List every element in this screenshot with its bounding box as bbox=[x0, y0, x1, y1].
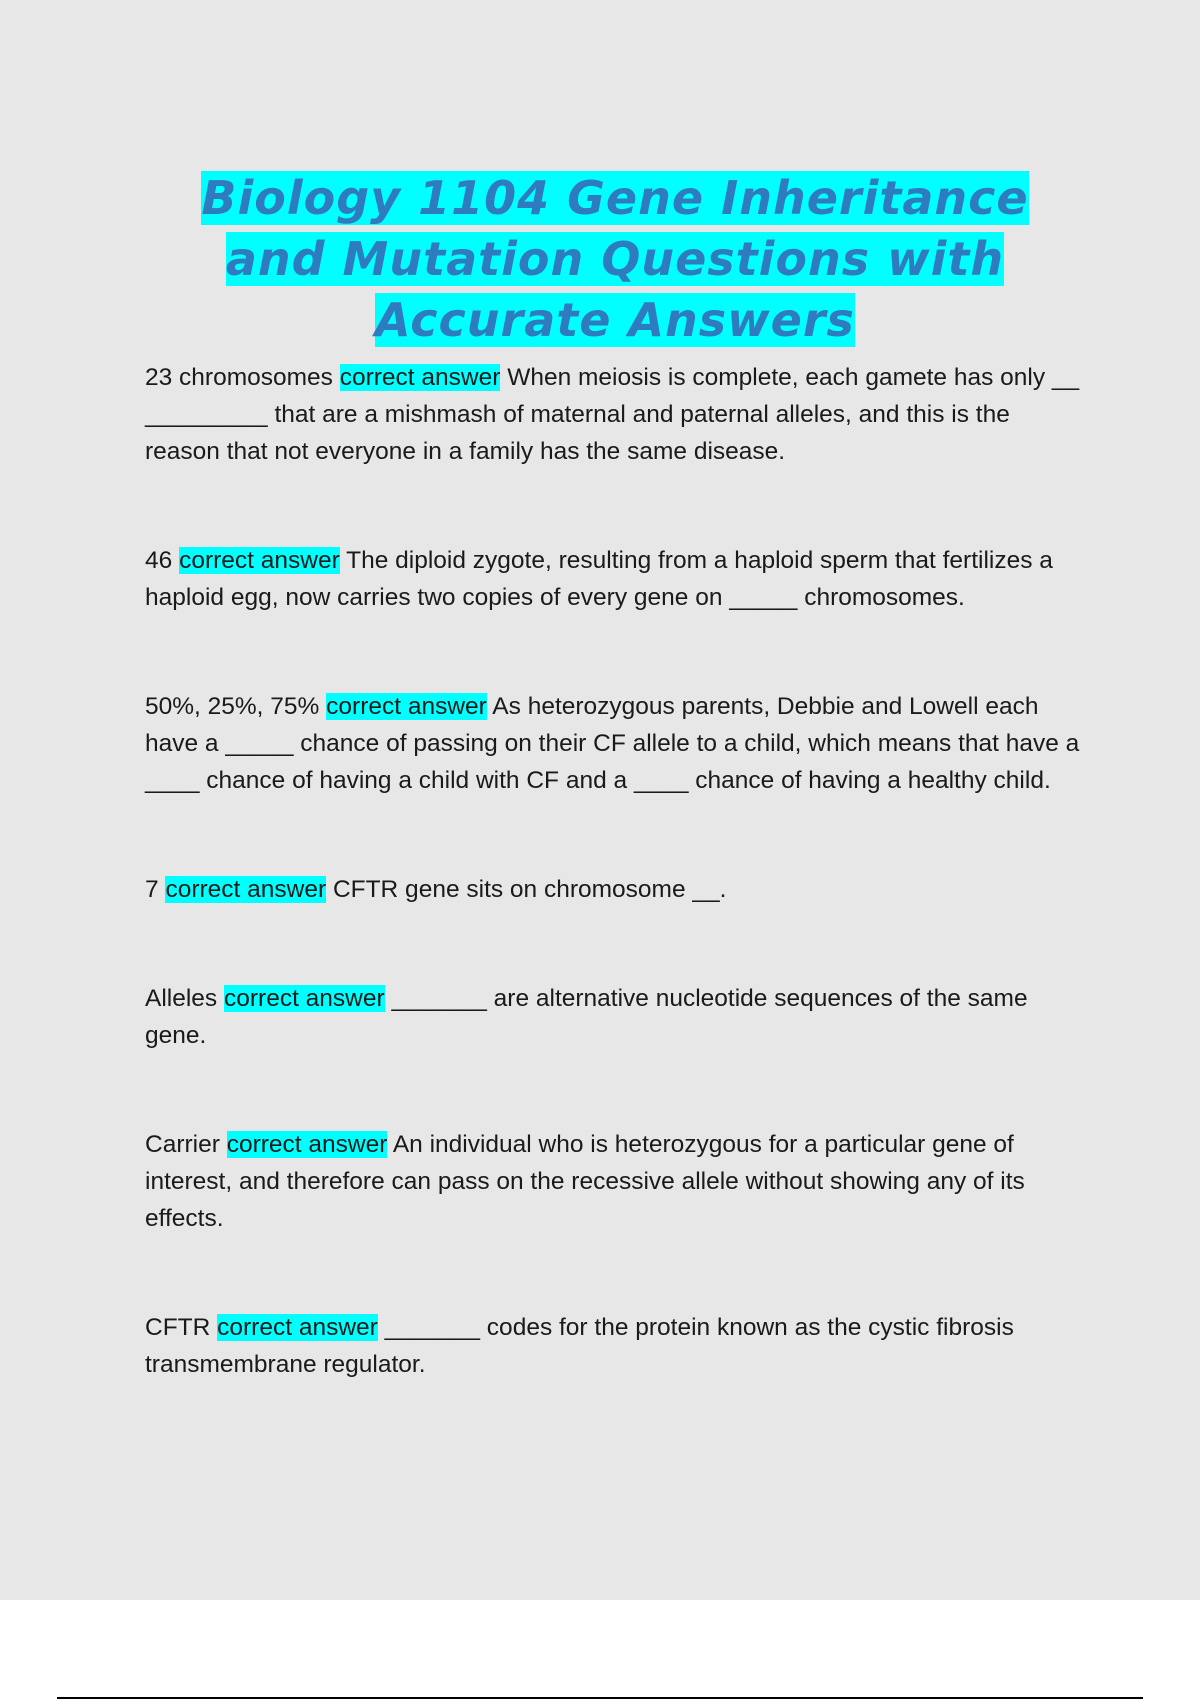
answer-marker: correct answer bbox=[326, 693, 487, 720]
qa-item-7 bbox=[145, 1309, 1085, 1383]
question-text: As heterozygous parents, Debbie and Lowell each have a _____ chance of passing on their CF allele to a child, which means that have a ____ chance of having a child with CF and a ____ chance of having a healthy child. bbox=[145, 693, 1080, 794]
qa-item-6 bbox=[145, 1126, 1085, 1237]
answer-text: 50%, 25%, 75% bbox=[145, 693, 320, 720]
question-text: An individual who is heterozygous for a particular gene of interest, and therefore can pass on the recessive allele without showing any of its effects. bbox=[145, 1131, 1025, 1232]
answer-marker: correct answer bbox=[226, 1131, 388, 1158]
answer-marker: correct answer bbox=[339, 364, 501, 391]
answer-text: 7 bbox=[145, 876, 159, 903]
question-text: _______ codes for the protein known as the cystic fibrosis transmembrane regulator. bbox=[145, 1314, 1014, 1378]
qa-item-1 bbox=[145, 359, 1085, 470]
qa-item-5 bbox=[145, 980, 1085, 1054]
title-line-3: Accurate Answers bbox=[375, 293, 855, 347]
qa-item-4 bbox=[145, 871, 1085, 908]
question-text: _______ are alternative nucleotide sequences of the same gene. bbox=[145, 985, 1028, 1049]
qa-item-3 bbox=[145, 688, 1085, 799]
answer-text: Carrier bbox=[145, 1131, 220, 1158]
document-content bbox=[145, 168, 1085, 1455]
title-line-1: Biology 1104 Gene Inheritance bbox=[201, 171, 1029, 225]
question-text: When meiosis is complete, each gamete has only __ _________ that are a mishmash of maternal and paternal alleles, and this is the reason that not everyone in a family has the same disease. bbox=[145, 364, 1080, 465]
answer-marker: correct answer bbox=[217, 1314, 378, 1341]
answer-text: 46 bbox=[145, 547, 173, 574]
answer-marker: correct answer bbox=[165, 876, 327, 903]
footer-divider bbox=[57, 1697, 1143, 1699]
question-text: The diploid zygote, resulting from a haploid sperm that fertilizes a haploid egg, now carries two copies of every gene on _____ chromosomes. bbox=[145, 547, 1053, 611]
document-title bbox=[145, 168, 1085, 351]
answer-marker: correct answer bbox=[179, 547, 340, 574]
qa-item-2 bbox=[145, 542, 1085, 616]
title-line-2: and Mutation Questions with bbox=[225, 232, 1005, 286]
answer-text: Alleles bbox=[145, 985, 218, 1012]
question-text: CFTR gene sits on chromosome __. bbox=[332, 876, 727, 903]
answer-marker: correct answer bbox=[224, 985, 385, 1012]
answer-text: 23 chromosomes bbox=[145, 364, 333, 391]
answer-text: CFTR bbox=[145, 1314, 211, 1341]
